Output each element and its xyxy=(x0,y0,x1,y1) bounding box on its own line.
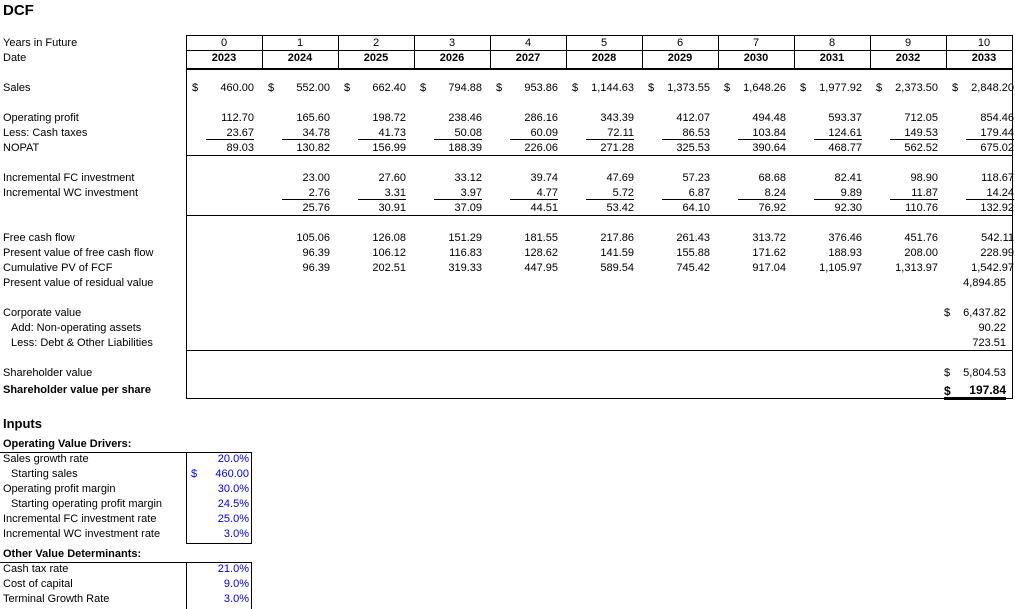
pv-fcf-cell: 171.62 xyxy=(752,247,786,259)
other-value-box xyxy=(186,562,252,609)
currency-symbol: $ xyxy=(800,82,807,94)
fc-inv-cell: 47.69 xyxy=(606,172,634,184)
wc-inv-cell: 4.77 xyxy=(510,187,558,200)
currency-symbol: $ xyxy=(420,82,427,94)
inv-total-cell: 44.51 xyxy=(530,202,558,214)
sales-cell: 794.88 xyxy=(448,82,482,94)
sales-cell: 1,373.55 xyxy=(667,82,710,94)
year-index: 6 xyxy=(676,37,684,49)
label-nopat: NOPAT xyxy=(3,142,40,154)
inv-total-cell: 132.92 xyxy=(980,202,1014,214)
other-determinants-title: Other Value Determinants: xyxy=(3,548,142,560)
year-date: 2023 xyxy=(211,52,237,64)
currency-symbol: $ xyxy=(944,367,951,379)
input-label: Terminal Growth Rate xyxy=(3,593,110,605)
pv-fcf-cell: 228.99 xyxy=(980,247,1014,259)
inv-total-cell: 30.91 xyxy=(378,202,406,214)
currency-symbol: $ xyxy=(648,82,655,94)
cum-pv-cell: 319.33 xyxy=(448,262,482,274)
nopat-cell: 390.64 xyxy=(752,142,786,154)
label-value-per-share: Shareholder value per share xyxy=(3,384,151,396)
sales-cell: 662.40 xyxy=(372,82,406,94)
year-date: 2025 xyxy=(363,52,389,64)
label-nonop-assets: Add: Non-operating assets xyxy=(11,322,142,334)
label-cumulative-pv: Cumulative PV of FCF xyxy=(3,262,113,274)
fcf-cell: 542.11 xyxy=(981,232,1014,244)
cash-taxes-cell: 72.11 xyxy=(586,127,634,140)
pv-fcf-cell: 208.00 xyxy=(904,247,938,259)
fcf-cell: 313.72 xyxy=(752,232,786,244)
sales-cell: 2,373.50 xyxy=(895,82,938,94)
op-profit-cell: 238.46 xyxy=(448,112,482,124)
op-profit-cell: 412.07 xyxy=(676,112,710,124)
year-index: 0 xyxy=(220,37,228,49)
currency-symbol: $ xyxy=(192,82,199,94)
input-value[interactable]: 9.0% xyxy=(223,578,249,590)
year-index: 5 xyxy=(600,37,608,49)
wc-inv-cell: 14.24 xyxy=(966,187,1014,200)
cum-pv-cell: 917.04 xyxy=(752,262,786,274)
nopat-cell: 562.52 xyxy=(904,142,938,154)
fcf-cell: 105.06 xyxy=(296,232,330,244)
inv-total-cell: 37.09 xyxy=(454,202,482,214)
sales-cell: 953.86 xyxy=(524,82,558,94)
pv-fcf-cell: 141.59 xyxy=(600,247,634,259)
pv-fcf-cell: 106.12 xyxy=(372,247,406,259)
fc-inv-cell: 33.12 xyxy=(454,172,482,184)
cum-pv-cell: 589.54 xyxy=(600,262,634,274)
label-cash-taxes: Less: Cash taxes xyxy=(3,127,88,139)
pv-residual-value: 4,894.85 xyxy=(963,277,1006,289)
fcf-cell: 261.43 xyxy=(676,232,710,244)
label-corporate-value: Corporate value xyxy=(3,307,82,319)
op-drivers-title: Operating Value Drivers: xyxy=(3,438,132,450)
currency-symbol: $ xyxy=(572,82,579,94)
label-pv-residual: Present value of residual value xyxy=(3,277,154,289)
cash-taxes-cell: 23.67 xyxy=(206,127,254,140)
year-date: 2032 xyxy=(895,52,921,64)
input-label: Operating profit margin xyxy=(3,483,116,495)
nopat-cell: 89.03 xyxy=(226,142,254,154)
input-value[interactable]: 3.0% xyxy=(223,593,249,605)
op-profit-cell: 165.60 xyxy=(296,112,330,124)
cum-pv-cell: 96.39 xyxy=(302,262,330,274)
currency-symbol: $ xyxy=(268,82,275,94)
fcf-cell: 126.08 xyxy=(372,232,406,244)
fc-inv-cell: 82.41 xyxy=(834,172,862,184)
sales-cell: 460.00 xyxy=(220,82,254,94)
year-date: 2031 xyxy=(819,52,845,64)
cash-taxes-cell: 50.08 xyxy=(434,127,482,140)
fcf-cell: 151.29 xyxy=(448,232,482,244)
input-value[interactable]: 30.0% xyxy=(217,483,249,495)
input-value[interactable]: 24.5% xyxy=(217,498,249,510)
year-date: 2030 xyxy=(743,52,769,64)
sales-cell: 1,648.26 xyxy=(743,82,786,94)
cash-taxes-cell: 60.09 xyxy=(510,127,558,140)
currency-symbol: $ xyxy=(191,468,198,480)
cum-pv-cell: 745.42 xyxy=(676,262,710,274)
year-date: 2027 xyxy=(515,52,541,64)
input-value[interactable]: 460.00 xyxy=(215,468,249,480)
cash-taxes-cell: 124.61 xyxy=(814,127,862,140)
op-profit-cell: 343.39 xyxy=(600,112,634,124)
inv-total-cell: 53.42 xyxy=(606,202,634,214)
input-value[interactable]: 20.0% xyxy=(217,453,249,465)
wc-inv-cell: 2.76 xyxy=(282,187,330,200)
op-profit-cell: 112.70 xyxy=(221,112,254,124)
cash-taxes-cell: 149.53 xyxy=(890,127,938,140)
nopat-cell: 226.06 xyxy=(524,142,558,154)
label-operating-profit: Operating profit xyxy=(3,112,79,124)
year-date: 2028 xyxy=(591,52,617,64)
cash-taxes-cell: 103.84 xyxy=(738,127,786,140)
fc-inv-cell: 57.23 xyxy=(682,172,710,184)
input-label: Starting sales xyxy=(11,468,78,480)
label-debt: Less: Debt & Other Liabilities xyxy=(11,337,153,349)
fc-inv-cell: 23.00 xyxy=(302,172,330,184)
currency-symbol: $ xyxy=(876,82,883,94)
cum-pv-cell: 202.51 xyxy=(372,262,406,274)
year-date: 2033 xyxy=(971,52,997,64)
wc-inv-cell: 9.89 xyxy=(814,187,862,200)
input-value[interactable]: 25.0% xyxy=(217,513,249,525)
inv-total-cell: 64.10 xyxy=(682,202,710,214)
pv-fcf-cell: 155.88 xyxy=(676,247,710,259)
fc-inv-cell: 118.67 xyxy=(981,172,1014,184)
year-index: 3 xyxy=(448,37,456,49)
op-profit-cell: 593.37 xyxy=(828,112,862,124)
input-label: Cost of capital xyxy=(3,578,73,590)
currency-symbol: $ xyxy=(944,384,951,398)
year-date: 2024 xyxy=(287,52,313,64)
nopat-cell: 271.28 xyxy=(600,142,634,154)
sales-cell: 552.00 xyxy=(296,82,330,94)
op-profit-cell: 712.05 xyxy=(904,112,938,124)
sales-cell: 2,848.20 xyxy=(971,82,1014,94)
currency-symbol: $ xyxy=(496,82,503,94)
input-label: Starting operating profit margin xyxy=(11,498,163,510)
fcf-cell: 376.46 xyxy=(828,232,862,244)
input-label: Cash tax rate xyxy=(3,563,69,575)
inputs-title: Inputs xyxy=(3,416,42,431)
wc-inv-cell: 3.31 xyxy=(358,187,406,200)
wc-inv-cell: 5.72 xyxy=(586,187,634,200)
year-index: 8 xyxy=(828,37,836,49)
fcf-cell: 181.55 xyxy=(524,232,558,244)
input-value[interactable]: 21.0% xyxy=(217,563,249,575)
shareholder-value: 5,804.53 xyxy=(963,367,1006,379)
fcf-cell: 217.86 xyxy=(600,232,634,244)
fcf-cell: 451.76 xyxy=(904,232,938,244)
currency-symbol: $ xyxy=(344,82,351,94)
label-years: Years in Future xyxy=(3,37,78,49)
op-profit-cell: 286.16 xyxy=(524,112,558,124)
input-label: Sales growth rate xyxy=(3,453,89,465)
year-index: 10 xyxy=(977,37,991,49)
nopat-cell: 325.53 xyxy=(676,142,710,154)
label-date: Date xyxy=(3,52,27,64)
wc-inv-cell: 11.87 xyxy=(890,187,938,200)
cash-taxes-cell: 86.53 xyxy=(662,127,710,140)
cash-taxes-cell: 179.44 xyxy=(966,127,1014,140)
inv-total-cell: 76.92 xyxy=(758,202,786,214)
currency-symbol: $ xyxy=(724,82,731,94)
currency-symbol: $ xyxy=(952,82,959,94)
label-wc-investment: Incremental WC investment xyxy=(3,187,139,199)
label-sales: Sales xyxy=(3,82,31,94)
op-profit-cell: 494.48 xyxy=(752,112,786,124)
wc-inv-cell: 8.24 xyxy=(738,187,786,200)
year-index: 4 xyxy=(524,37,532,49)
cash-taxes-cell: 34.78 xyxy=(282,127,330,140)
input-value[interactable]: 3.0% xyxy=(223,528,249,540)
pv-fcf-cell: 188.93 xyxy=(828,247,862,259)
debt-value: 723.51 xyxy=(972,337,1006,349)
year-index: 7 xyxy=(752,37,760,49)
fc-inv-cell: 68.68 xyxy=(758,172,786,184)
cum-pv-cell: 1,542.97 xyxy=(971,262,1014,274)
year-date: 2029 xyxy=(667,52,693,64)
wc-inv-cell: 3.97 xyxy=(434,187,482,200)
fc-inv-cell: 39.74 xyxy=(530,172,558,184)
year-index: 2 xyxy=(372,37,380,49)
fc-inv-cell: 27.60 xyxy=(378,172,406,184)
input-label: Incremental FC investment rate xyxy=(3,513,157,525)
nopat-cell: 188.39 xyxy=(448,142,482,154)
currency-symbol: $ xyxy=(944,307,951,319)
nonop-assets-value: 90.22 xyxy=(978,322,1006,334)
nopat-cell: 468.77 xyxy=(828,142,862,154)
cum-pv-cell: 447.95 xyxy=(524,262,558,274)
pv-fcf-cell: 116.83 xyxy=(449,247,482,259)
inputs-value-box xyxy=(186,452,252,544)
label-free-cash-flow: Free cash flow xyxy=(3,232,75,244)
value-per-share: 197.84 xyxy=(944,383,1006,400)
nopat-cell: 156.99 xyxy=(372,142,406,154)
inv-total-cell: 110.76 xyxy=(905,202,938,214)
wc-inv-cell: 6.87 xyxy=(662,187,710,200)
cum-pv-cell: 1,313.97 xyxy=(895,262,938,274)
cum-pv-cell: 1,105.97 xyxy=(819,262,862,274)
fc-inv-cell: 98.90 xyxy=(910,172,938,184)
nopat-cell: 675.02 xyxy=(980,142,1014,154)
pv-fcf-cell: 128.62 xyxy=(524,247,558,259)
page-title: DCF xyxy=(3,2,34,19)
inv-total-cell: 25.76 xyxy=(302,202,330,214)
sales-cell: 1,977.92 xyxy=(819,82,862,94)
op-profit-cell: 854.46 xyxy=(980,112,1014,124)
year-date: 2026 xyxy=(439,52,465,64)
label-fc-investment: Incremental FC investment xyxy=(3,172,135,184)
label-pv-fcf: Present value of free cash flow xyxy=(3,247,154,259)
nopat-cell: 130.82 xyxy=(296,142,330,154)
corporate-value: 6,437.82 xyxy=(963,307,1006,319)
inv-total-cell: 92.30 xyxy=(834,202,862,214)
cash-taxes-cell: 41.73 xyxy=(358,127,406,140)
sales-cell: 1,144.63 xyxy=(591,82,634,94)
year-index: 1 xyxy=(296,37,304,49)
label-shareholder-value: Shareholder value xyxy=(3,367,93,379)
op-profit-cell: 198.72 xyxy=(372,112,406,124)
input-label: Incremental WC investment rate xyxy=(3,528,161,540)
pv-fcf-cell: 96.39 xyxy=(302,247,330,259)
year-index: 9 xyxy=(904,37,912,49)
